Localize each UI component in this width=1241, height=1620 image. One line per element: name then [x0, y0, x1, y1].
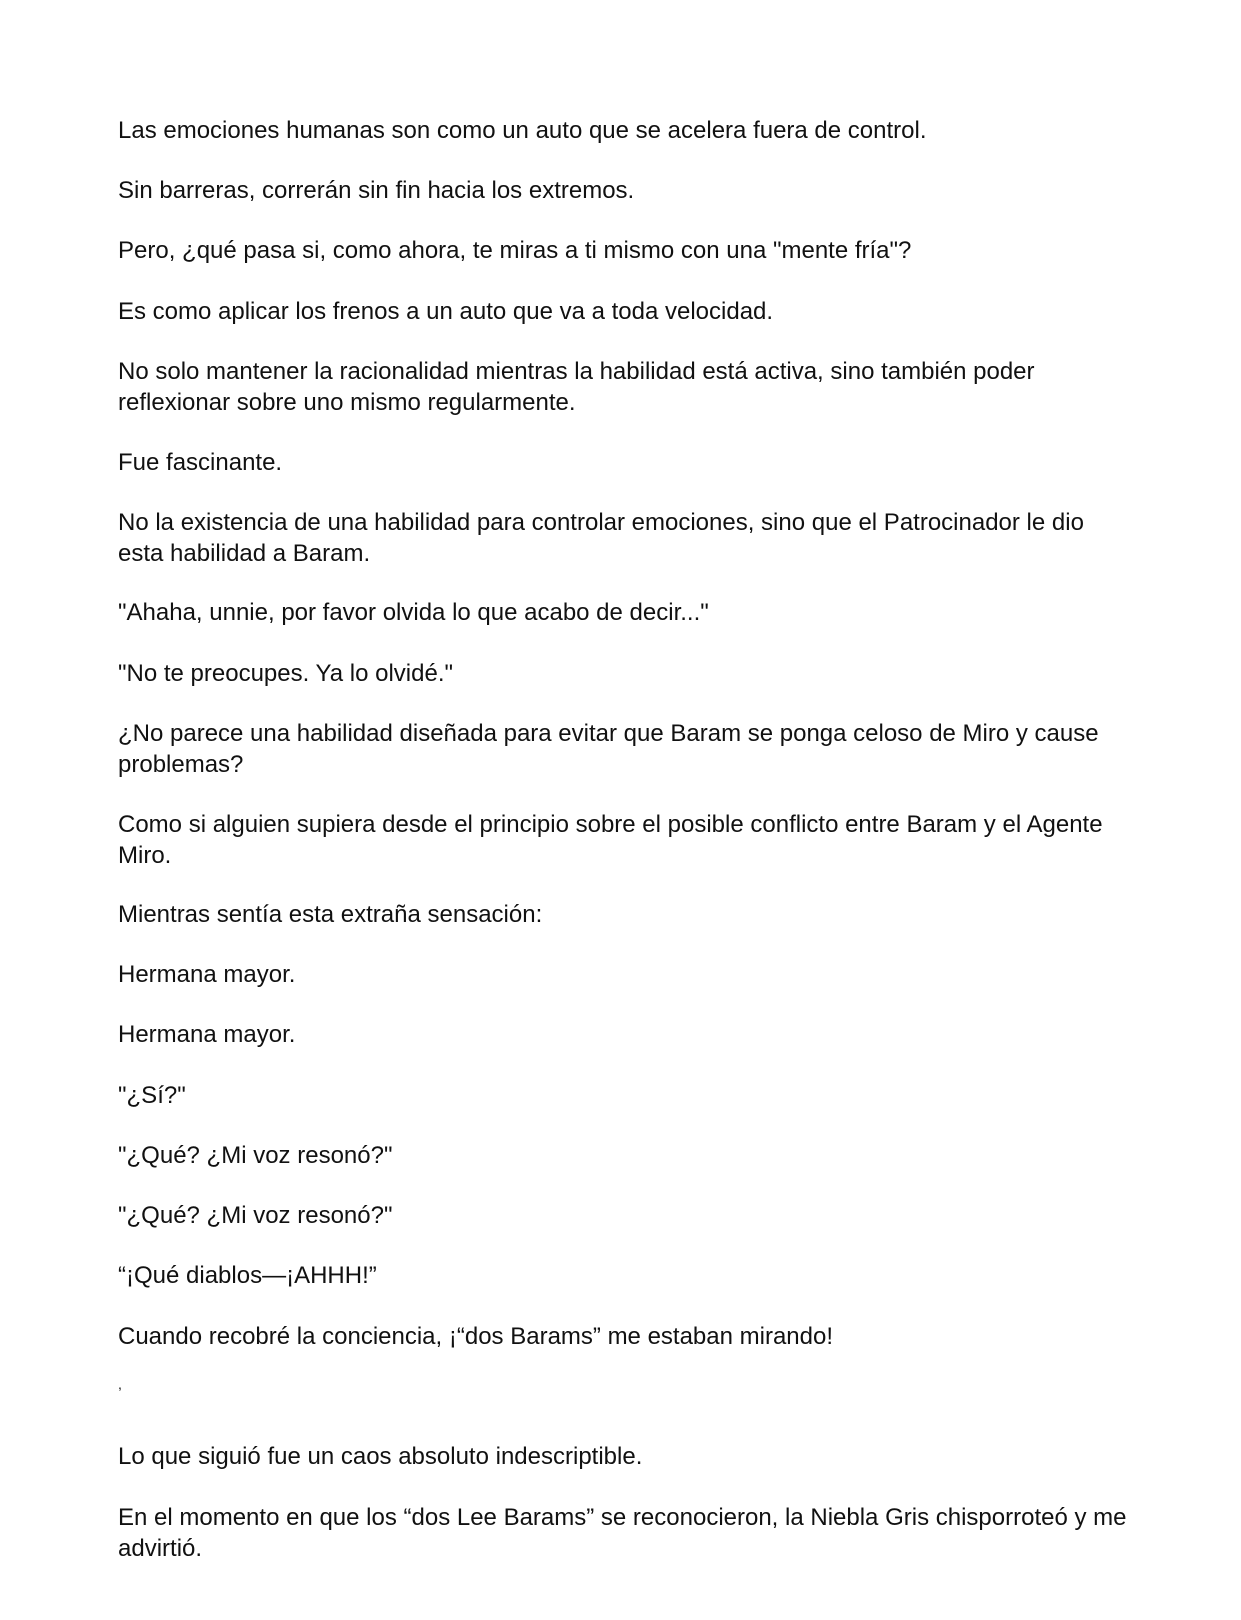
paragraph: "¿Sí?" — [118, 1082, 186, 1109]
paragraph: Cuando recobré la conciencia, ¡“dos Barams” me estaban mirando! — [118, 1323, 834, 1350]
paragraph: En el momento en que los “dos Lee Barams” se reconocieron, la Niebla Gris chisporroteó y me advirtió. — [118, 1504, 1127, 1562]
paragraph: "¿Qué? ¿Mi voz resonó?" — [118, 1202, 393, 1229]
paragraph: Fue fascinante. — [118, 449, 283, 476]
paragraph: Es como aplicar los frenos a un auto que va a toda velocidad. — [118, 298, 774, 325]
paragraph: Sin barreras, correrán sin fin hacia los extremos. — [118, 177, 635, 204]
paragraph: Las emociones humanas son como un auto que se acelera fuera de control. — [118, 117, 927, 144]
paragraph: "No te preocupes. Ya lo olvidé." — [118, 660, 454, 687]
paragraph: "Ahaha, unnie, por favor olvida lo que acabo de decir..." — [118, 599, 709, 626]
paragraph: Mientras sentía esta extraña sensación: — [118, 901, 543, 928]
paragraph: Hermana mayor. — [118, 1021, 296, 1048]
paragraph: ¿No parece una habilidad diseñada para evitar que Baram se ponga celoso de Miro y cause problemas? — [118, 720, 1099, 778]
paragraph: “¡Qué diablos—¡AHHH!” — [118, 1262, 377, 1289]
paragraph: Lo que siguió fue un caos absoluto indescriptible. — [118, 1443, 643, 1470]
stray-mark: , — [118, 1376, 122, 1392]
paragraph: No la existencia de una habilidad para controlar emociones, sino que el Patrocinador le dio esta habilidad a Baram. — [118, 509, 1084, 567]
paragraph: "¿Qué? ¿Mi voz resonó?" — [118, 1142, 393, 1169]
paragraph: Como si alguien supiera desde el principio sobre el posible conflicto entre Baram y el Agente Miro. — [118, 811, 1103, 869]
paragraph: Pero, ¿qué pasa si, como ahora, te miras a ti mismo con una "mente fría"? — [118, 237, 912, 264]
paragraph: Hermana mayor. — [118, 961, 296, 988]
paragraph: No solo mantener la racionalidad mientras la habilidad está activa, sino también poder reflexionar sobre uno mismo regularmente. — [118, 358, 1035, 416]
